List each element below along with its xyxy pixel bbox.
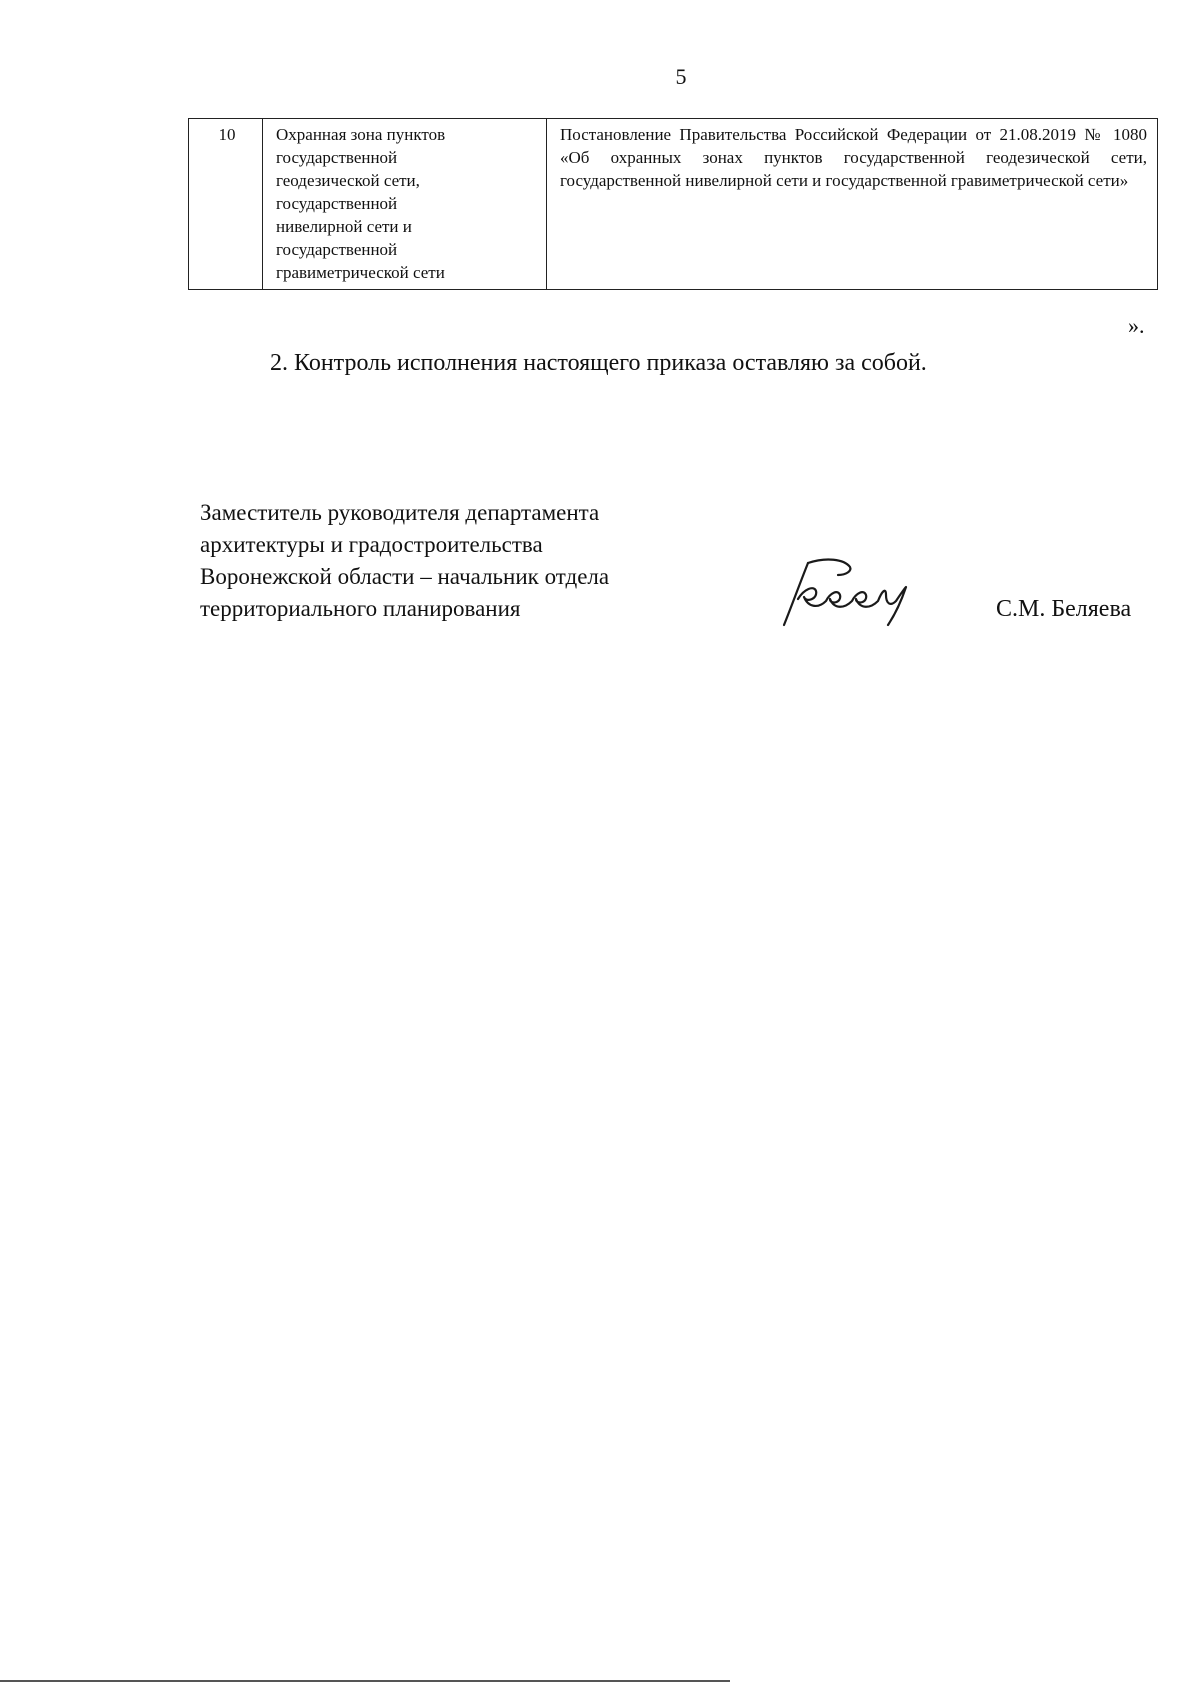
closing-quote: ». bbox=[1128, 313, 1145, 338]
zone-name-line: Охранная зона пунктов bbox=[276, 125, 446, 144]
signer-name: С.М. Беляева bbox=[996, 596, 1132, 622]
signer-title-line: Воронежской области – начальник отдела bbox=[200, 564, 610, 589]
paragraph-control: 2. Контроль исполнения настоящего приказа оставляю за собой. bbox=[270, 350, 927, 376]
zone-name-line: гравиметрической сети bbox=[276, 263, 445, 282]
page-number: 5 bbox=[675, 64, 687, 89]
zone-name-line: нивелирной сети и bbox=[276, 217, 412, 236]
signer-title-line: Заместитель руководителя департамента bbox=[200, 500, 600, 525]
protection-zones-table bbox=[188, 118, 1158, 290]
handwritten-signature bbox=[778, 553, 948, 628]
legal-basis-cell: Постановление Правительства Российской Федерации от 21.08.2019 № 1080 «Об охранных зонах пунктов государственной геодезической сети, государственной нивелирной сети и государственной гравиметрической сети» bbox=[547, 119, 1158, 290]
bottom-divider bbox=[0, 1680, 730, 1682]
zone-name-line: государственной bbox=[276, 194, 398, 213]
zone-name-line: геодезической сети, bbox=[276, 171, 420, 190]
zone-name-cell bbox=[263, 119, 547, 290]
zone-name-line: государственной bbox=[276, 240, 398, 259]
row-number-cell: 10 bbox=[189, 119, 263, 290]
signer-title bbox=[200, 497, 609, 625]
table-row bbox=[189, 119, 1158, 290]
signer-title-line: территориального планирования bbox=[200, 596, 521, 621]
signer-title-line: архитектуры и градостроительства bbox=[200, 532, 543, 557]
zone-name-line: государственной bbox=[276, 148, 398, 167]
